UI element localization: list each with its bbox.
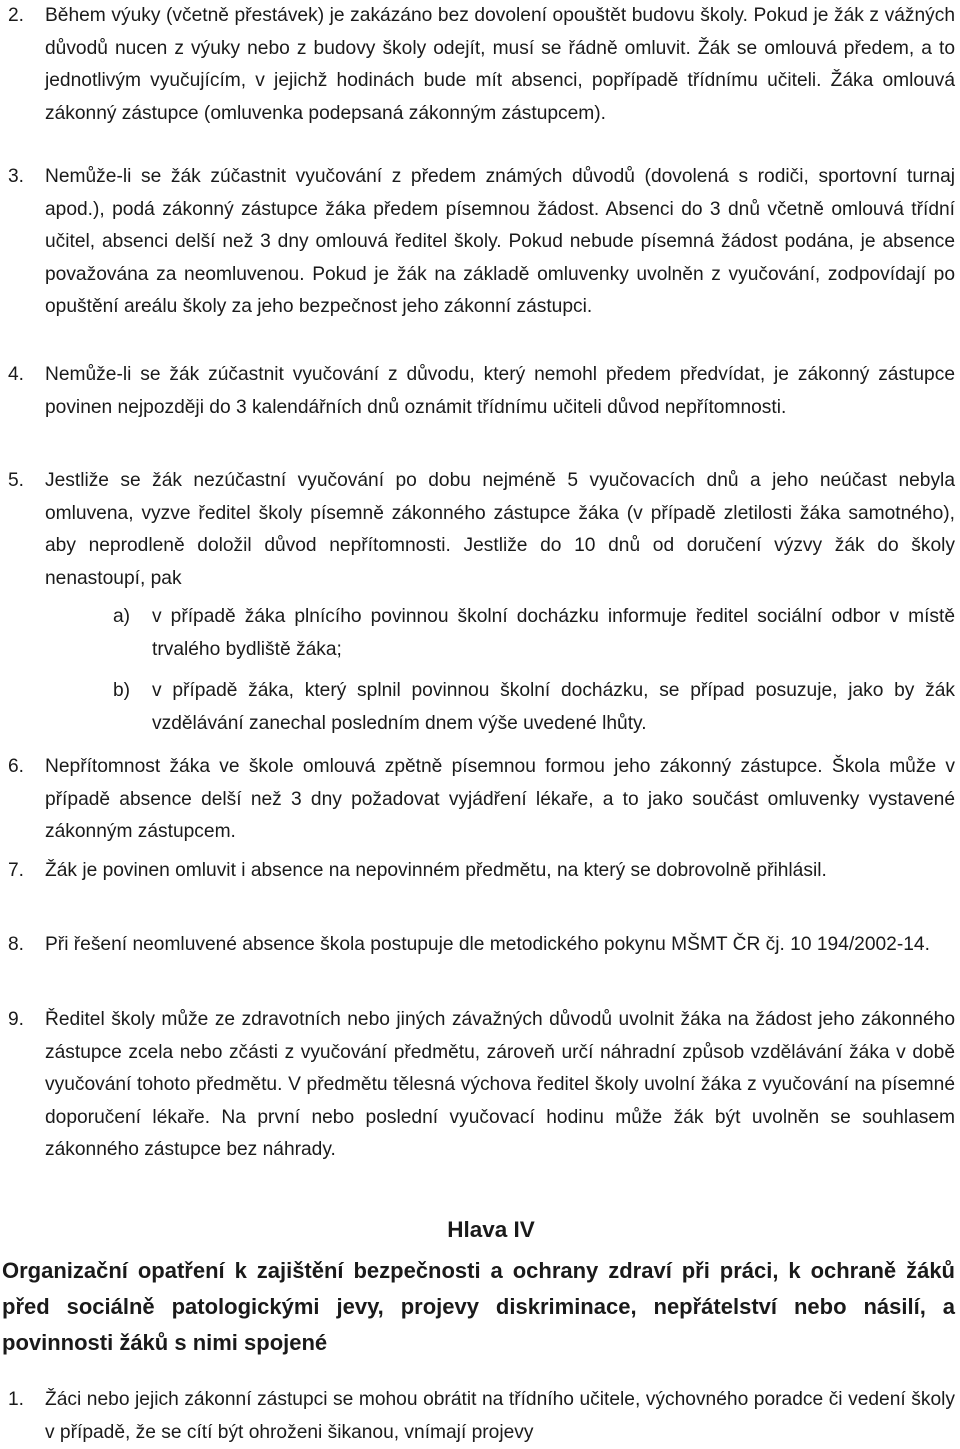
item-text: Nemůže-li se žák zúčastnit vyučování z důvodu, který nemohl předem předvídat, je zákonný zástupce povinen nejpozději do 3 kalendářních dnů oznámit třídnímu učiteli důvod nepřítomnosti. (45, 364, 955, 418)
list-item-3 (8, 161, 955, 324)
sub-item-a (113, 601, 955, 666)
sub-item-text: v případě žáka plnícího povinnou školní docházku informuje ředitel sociální odbor v místě trvalého bydliště žáka; (152, 606, 955, 660)
item-number: 7. (8, 860, 25, 881)
list-item-4 (8, 359, 955, 424)
list-item-2 (8, 0, 955, 130)
list-item-7 (8, 855, 955, 888)
item-number: 5. (8, 470, 25, 491)
item-number: 6. (8, 756, 25, 777)
item-number: 9. (8, 1009, 25, 1030)
item-text: Při řešení neomluvené absence škola postupuje dle metodického pokynu MŠMT ČR čj. 10 194/2002-14. (45, 934, 930, 955)
chapter-label: Hlava IV (447, 1217, 535, 1242)
item-number: 8. (8, 934, 25, 955)
sub-item-letter: b) (113, 680, 131, 701)
item-number: 1. (8, 1389, 25, 1410)
item-text: Žáci nebo jejich zákonní zástupci se mohou obrátit na třídního učitele, výchovného poradce či vedení školy v případě, že se cítí být ohroženi šikanou, vnímají projevy (45, 1389, 955, 1443)
item-number: 2. (8, 5, 25, 26)
item-text: Jestliže se žák nezúčastní vyučování po dobu nejméně 5 vyučovacích dnů a jeho neúčast nebyla omluvena, vyzve ředitel školy písemně zákonného zástupce žáka (v případě zletilosti žáka samotného), aby neprodleně doložil důvod nepřítomnosti. Jestliže do 10 dnů od doručení výzvy žák do školy nenastoupí, pak (45, 470, 955, 589)
chapter-title: Organizační opatření k zajištění bezpečnosti a ochrany zdraví při práci, k ochraně žáků před sociálně patologickými jevy, projevy diskriminace, nepřátelství nebo násilí, a povinnosti žáků s nimi spojené (2, 1258, 955, 1355)
list-item-6 (8, 751, 955, 849)
sub-item-text: v případě žáka, který splnil povinnou školní docházku, se případ posuzuje, jako by žák vzdělávání zanechal posledním dnem výše uvedené lhůty. (152, 680, 955, 734)
sub-item-b (113, 675, 955, 740)
list-item-9 (8, 1004, 955, 1167)
list-item-5 (8, 465, 955, 595)
item-text: Žák je povinen omluvit i absence na nepovinném předmětu, na který se dobrovolně přihlásil. (45, 860, 827, 881)
item-number: 3. (8, 166, 25, 187)
item-text: Nepřítomnost žáka ve škole omlouvá zpětně písemnou formou jeho zákonný zástupce. Škola může v případě absence delší než 3 dny požadovat vyjádření lékaře, a to jako součást omluvenky vystavené zákonným zástupcem. (45, 756, 955, 842)
chapter-list-item-1 (8, 1384, 955, 1449)
list-item-8 (8, 929, 955, 962)
item-text: Nemůže-li se žák zúčastnit vyučování z předem známých důvodů (dovolená s rodiči, sportovní turnaj apod.), podá zákonný zástupce žáka předem písemnou žádost. Absenci do 3 dnů včetně omlouvá třídní učitel, absenci delší než 3 dny omlouvá ředitel školy. Pokud nebude písemná žádost podána, je absence považována za neomluvenou. Pokud je žák na základě omluvenky uvolněn z vyučování, zodpovídají po opuštění areálu školy za jeho bezpečnost jeho zákonní zástupci. (45, 166, 955, 317)
item-number: 4. (8, 364, 25, 385)
item-text: Během výuky (včetně přestávek) je zakázáno bez dovolení opouštět budovu školy. Pokud je žák z vážných důvodů nucen z výuky nebo z budovy školy odejít, musí se řádně omluvit. Žák se omlouvá předem, a to jednotlivým vyučujícím, v jejichž hodinách bude mít absenci, popřípadě třídnímu učiteli. Žáka omlouvá zákonný zástupce (omluvenka podepsaná zákonným zástupcem). (45, 5, 955, 124)
item-text: Ředitel školy může ze zdravotních nebo jiných závažných důvodů uvolnit žáka na žádost jeho zákonného zástupce zcela nebo zčásti z vyučování předmětu, zároveň určí náhradní způsob vzdělávání žáka v době vyučování tohoto předmětu. V předmětu tělesná výchova ředitel školy uvolní žáka z vyučování na písemné doporučení lékaře. Na první nebo poslední vyučovací hodinu může žák být uvolněn se souhlasem zákonného zástupce bez náhrady. (45, 1009, 955, 1160)
sub-item-letter: a) (113, 606, 131, 627)
